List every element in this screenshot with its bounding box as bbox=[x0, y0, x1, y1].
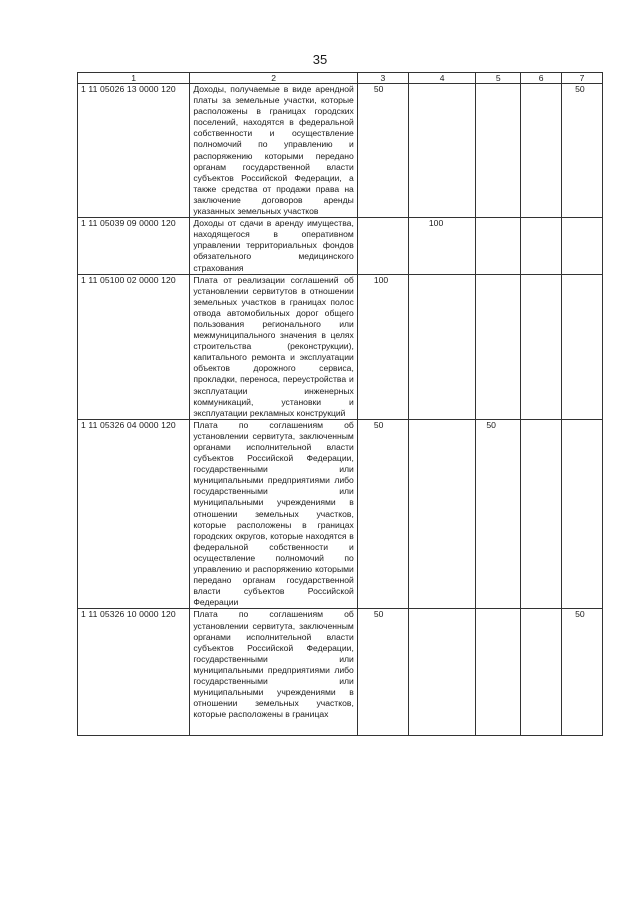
value-col-4 bbox=[408, 84, 475, 218]
table-row bbox=[78, 419, 603, 609]
header-col-4: 4 bbox=[408, 73, 475, 84]
value-col-5 bbox=[476, 274, 521, 419]
header-col-1: 1 bbox=[78, 73, 190, 84]
value-col-3: 50 bbox=[357, 419, 408, 609]
value-col-5 bbox=[476, 84, 521, 218]
value-col-4 bbox=[408, 274, 475, 419]
revenue-name: Плата по соглашениям об установлении сервитута, заключенным органами исполнительной власти субъектов Российской Федерации, государственными или муниципальными предприятиями либо государственными или муниципальными учреждениями в отношении земельных участков, которые расположены в границах городских округов, которые находятся в федеральной собственности и осуществление полномочий по управлению и распоряжению которыми передано органам государственной власти субъектов Российской Федерации bbox=[190, 419, 358, 609]
value-col-6 bbox=[521, 218, 562, 274]
revenue-name: Доходы, получаемые в виде арендной платы за земельные участки, которые расположены в границах городских поселений, находятся в федеральной собственности и осуществление полномочий по управлению и распоряжению которыми передано органам государственной власти субъектов Российской Федерации, а также средства от продажи права на заключение договоров аренды указанных земельных участков bbox=[190, 84, 358, 218]
table-row bbox=[78, 84, 603, 218]
value-col-5: 50 bbox=[476, 419, 521, 609]
header-col-6: 6 bbox=[521, 73, 562, 84]
revenue-name: Плата от реализации соглашений об установлении сервитутов в отношении земельных участков в границах полос отвода автомобильных дорог общего пользования регионального или межмуниципального значения в целях строительства (реконструкции), капитального ремонта и эксплуатации объектов дорожного сервиса, прокладки, переноса, переустройства и эксплуатации инженерных коммуникаций, установки и эксплуатации рекламных конструкций bbox=[190, 274, 358, 419]
value-col-6 bbox=[521, 609, 562, 736]
value-col-7: 50 bbox=[562, 609, 603, 736]
value-col-7 bbox=[562, 274, 603, 419]
value-col-3: 50 bbox=[357, 609, 408, 736]
value-col-4 bbox=[408, 609, 475, 736]
value-col-7 bbox=[562, 419, 603, 609]
table-row bbox=[78, 609, 603, 736]
revenue-code: 1 11 05100 02 0000 120 bbox=[78, 274, 190, 419]
header-col-2: 2 bbox=[190, 73, 358, 84]
value-col-4 bbox=[408, 419, 475, 609]
header-col-3: 3 bbox=[357, 73, 408, 84]
revenue-name: Доходы от сдачи в аренду имущества, находящегося в оперативном управлении территориальных фондов обязательного медицинского страхования bbox=[190, 218, 358, 274]
table-row bbox=[78, 218, 603, 274]
value-col-5 bbox=[476, 609, 521, 736]
value-col-7: 50 bbox=[562, 84, 603, 218]
value-col-6 bbox=[521, 274, 562, 419]
table-header-row bbox=[78, 73, 603, 84]
value-col-5 bbox=[476, 218, 521, 274]
value-col-3 bbox=[357, 218, 408, 274]
header-col-7: 7 bbox=[562, 73, 603, 84]
value-col-4: 100 bbox=[408, 218, 475, 274]
revenue-code: 1 11 05026 13 0000 120 bbox=[78, 84, 190, 218]
value-col-3: 100 bbox=[357, 274, 408, 419]
header-col-5: 5 bbox=[476, 73, 521, 84]
value-col-7 bbox=[562, 218, 603, 274]
revenue-name: Плата по соглашениям об установлении сервитута, заключенным органами исполнительной власти субъектов Российской Федерации, государственными или муниципальными предприятиями либо государственными или муниципальными учреждениями в отношении земельных участков, которые расположены в границах bbox=[190, 609, 358, 736]
page-number: 35 bbox=[312, 52, 328, 67]
value-col-3: 50 bbox=[357, 84, 408, 218]
value-col-6 bbox=[521, 419, 562, 609]
revenue-code: 1 11 05326 04 0000 120 bbox=[78, 419, 190, 609]
value-col-6 bbox=[521, 84, 562, 218]
revenue-code: 1 11 05039 09 0000 120 bbox=[78, 218, 190, 274]
revenue-code: 1 11 05326 10 0000 120 bbox=[78, 609, 190, 736]
table-row bbox=[78, 274, 603, 419]
revenue-classification-table bbox=[77, 72, 603, 736]
